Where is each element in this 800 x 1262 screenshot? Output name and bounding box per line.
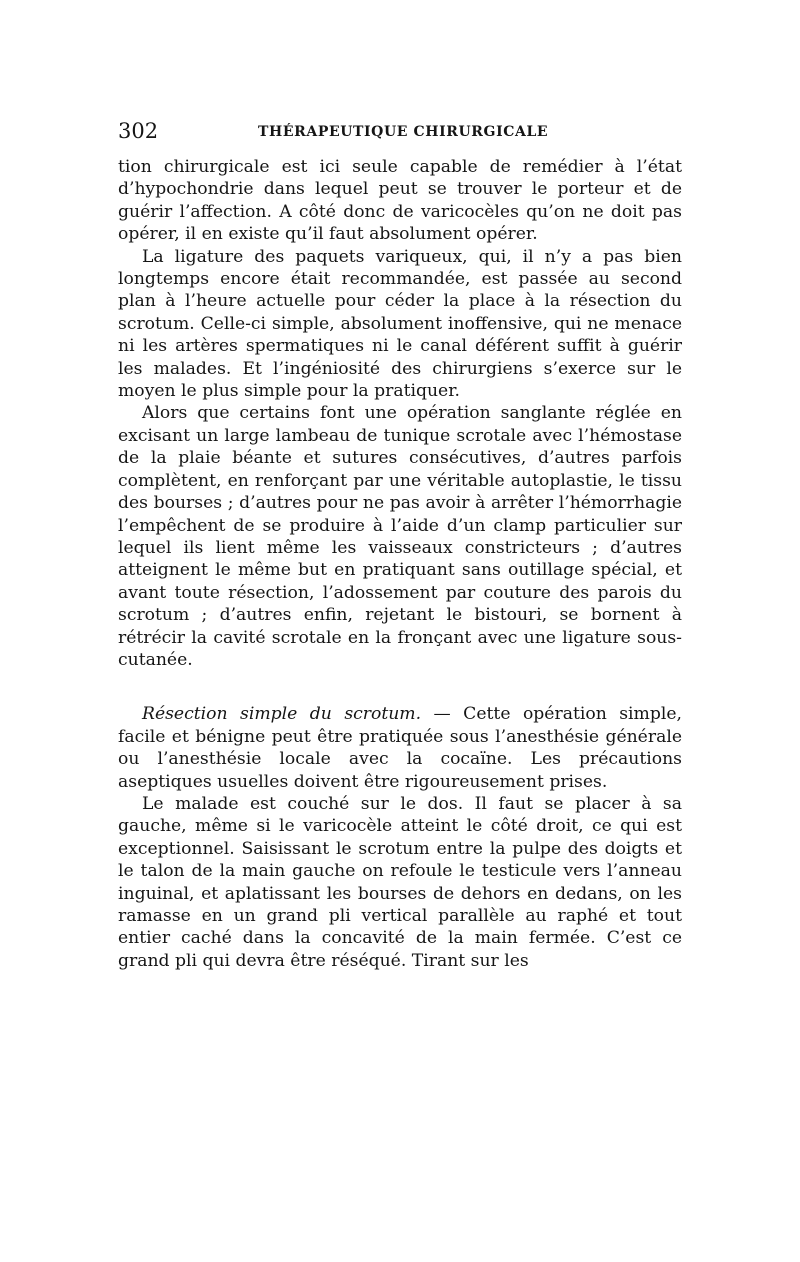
paragraph-3: Alors que certains font une opération sanglante réglée en excisant un large lambeau de tunique scrotale avec l’hémostase de la plaie béante et sutures consécutives, d’autres parfois complètent, en renforçant par une véritable autoplastie, le tissu des bourses ; d’autres pour ne pas avoir à arrêter l’hémorrhagie l’empêchent de se produire à l’aide d’un clamp particulier sur lequel ils lient même les vaisseaux constricteurs ; d’autres atteignent le même but en pratiquant sans outillage spécial, et avant toute résection, l’adossement par couture des parois du scrotum ; d’autres enfin, rejetant le bistouri, se bornent à rétrécir la cavité scrotale en la fronçant avec une ligature sous-cutanée.	[118, 403, 682, 670]
section-paragraph: Le malade est couché sur le dos. Il faut se placer à sa gauche, même si le varicocèle atteint le côté droit, ce qui est exceptionnel. Saisissant le scrotum entre la pulpe des doigts et le talon de la main gauche on refoule le testicule vers l’anneau inguinal, et aplatissant les bourses de dehors en dedans, on les ramasse en un grand pli vertical parallèle au raphé et tout entier caché dans la concavité de la main fermée. C’est ce grand pli qui devra être réséqué. Tirant sur les	[118, 793, 682, 971]
paragraph-1: tion chirurgicale est ici seule capable de remédier à l’état d’hypochondrie dans lequel peut se trouver le porteur et de guérir l’affection. A côté donc de varicocèles qu’on ne doit pas opérer, il en existe qu’il faut absolument opérer.	[118, 157, 682, 245]
section-title: Résection simple du scrotum.	[142, 704, 422, 725]
section-intro-text: — Cette opération simple, facile et bénigne peut être pratiquée sous l’anesthésie générale ou l’anesthésie locale avec la cocaïne. Les précautions aseptiques usuelles doivent être rigoureusement prises.	[118, 704, 682, 792]
body-text	[118, 156, 682, 972]
page-header	[118, 118, 682, 144]
paragraph-2: La ligature des paquets variqueux, qui, il n’y a pas bien longtemps encore était recommandée, est passée au second plan à l’heure actuelle pour céder la place à la résection du scrotum. Celle-ci simple, absolument inoffensive, qui ne menace ni les artères spermatiques ni le canal déférent suffit à guérir les malades. Et l’ingéniosité des chirurgiens s’exerce sur le moyen le plus simple pour la pratiquer.	[118, 246, 682, 402]
section-intro-paragraph	[118, 703, 682, 793]
section-spacer	[118, 671, 682, 703]
running-title: THÉRAPEUTIQUE CHIRURGICALE	[258, 124, 549, 140]
page-number: 302	[118, 119, 159, 143]
